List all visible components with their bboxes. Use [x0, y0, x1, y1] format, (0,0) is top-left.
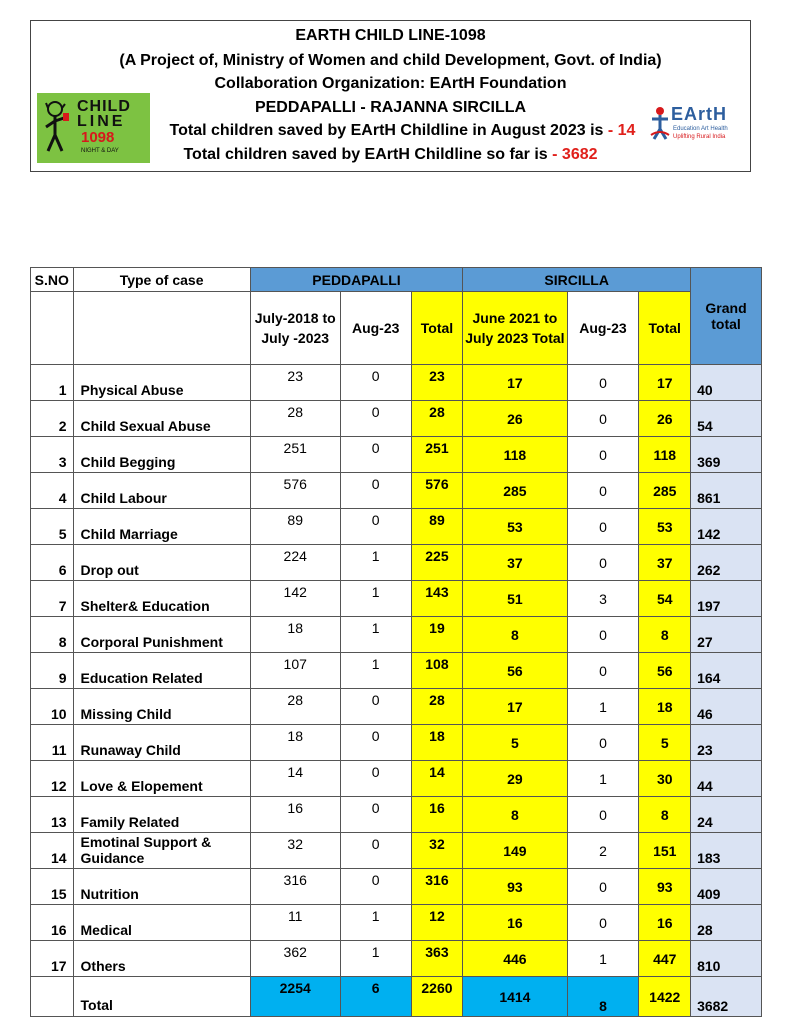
row-type: Love & Elopement: [73, 761, 250, 797]
row-s-period: 29: [463, 761, 567, 797]
row-s-period: 17: [463, 365, 567, 401]
header-peddapalli: PEDDAPALLI: [250, 268, 463, 292]
row-sno: 12: [31, 761, 74, 797]
total-s-total: 1422: [639, 977, 691, 1017]
row-type: Family Related: [73, 797, 250, 833]
row-grand: 197: [691, 581, 762, 617]
monthly-saved-text: Total children saved by EArtH Childline in August 2023 is: [169, 122, 608, 139]
row-p-aug: 0: [340, 401, 411, 437]
row-s-total: 16: [639, 905, 691, 941]
row-p-aug: 1: [340, 941, 411, 977]
row-sno: 4: [31, 473, 74, 509]
row-s-total: 30: [639, 761, 691, 797]
row-p-total: 16: [411, 797, 463, 833]
row-type: Education Related: [73, 653, 250, 689]
row-p-total: 225: [411, 545, 463, 581]
row-s-total: 118: [639, 437, 691, 473]
child-figure-icon: [43, 99, 71, 155]
row-type: Nutrition: [73, 869, 250, 905]
row-s-total: 151: [639, 833, 691, 869]
row-s-period: 16: [463, 905, 567, 941]
table-row: [31, 905, 762, 941]
monthly-saved-value: - 14: [607, 122, 636, 139]
row-p-period: 14: [250, 761, 340, 797]
row-p-total: 89: [411, 509, 463, 545]
row-s-period: 56: [463, 653, 567, 689]
table-row: [31, 653, 762, 689]
row-s-aug: 0: [567, 725, 639, 761]
report-header: [30, 20, 751, 172]
row-s-aug: 0: [567, 545, 639, 581]
row-type: Corporal Punishment: [73, 617, 250, 653]
row-grand: 262: [691, 545, 762, 581]
row-p-period: 23: [250, 365, 340, 401]
row-p-total: 12: [411, 905, 463, 941]
row-sno: 6: [31, 545, 74, 581]
row-p-aug: 0: [340, 797, 411, 833]
table-row: [31, 509, 762, 545]
total-grand: 3682: [691, 977, 762, 1017]
project-subtitle: (A Project of, Ministry of Women and child Development, Govt. of India): [119, 52, 662, 69]
table-row: [31, 725, 762, 761]
row-p-period: 107: [250, 653, 340, 689]
row-p-total: 108: [411, 653, 463, 689]
row-p-aug: 1: [340, 653, 411, 689]
row-sno: 14: [31, 833, 74, 869]
total-sno-blank: [31, 977, 74, 1017]
row-p-aug: 1: [340, 581, 411, 617]
table-row: [31, 869, 762, 905]
row-sno: 7: [31, 581, 74, 617]
row-p-period: 18: [250, 725, 340, 761]
row-s-period: 93: [463, 869, 567, 905]
childline-word-child: CHILD: [77, 98, 131, 115]
header-type-blank: [73, 292, 250, 365]
row-type: Shelter& Education: [73, 581, 250, 617]
table-row: [31, 689, 762, 725]
row-s-aug: 0: [567, 509, 639, 545]
row-s-period: 8: [463, 797, 567, 833]
row-p-total: 18: [411, 725, 463, 761]
row-p-total: 19: [411, 617, 463, 653]
row-sno: 2: [31, 401, 74, 437]
row-p-period: 316: [250, 869, 340, 905]
table-row: [31, 401, 762, 437]
row-s-total: 8: [639, 617, 691, 653]
row-grand: 23: [691, 725, 762, 761]
row-type: Physical Abuse: [73, 365, 250, 401]
row-p-aug: 0: [340, 833, 411, 869]
row-s-period: 118: [463, 437, 567, 473]
row-s-total: 5: [639, 725, 691, 761]
total-p-period: 2254: [250, 977, 340, 1017]
earth-logo: [647, 101, 747, 151]
table-row: [31, 437, 762, 473]
row-sno: 8: [31, 617, 74, 653]
row-s-aug: 0: [567, 617, 639, 653]
table-row: [31, 797, 762, 833]
row-s-period: 26: [463, 401, 567, 437]
row-p-aug: 1: [340, 617, 411, 653]
row-grand: 183: [691, 833, 762, 869]
header-sno: S.NO: [31, 268, 74, 292]
table-row: [31, 365, 762, 401]
row-s-period: 149: [463, 833, 567, 869]
table-row: [31, 545, 762, 581]
header-s-period: June 2021 to July 2023 Total: [463, 292, 567, 365]
row-sno: 3: [31, 437, 74, 473]
row-p-period: 142: [250, 581, 340, 617]
row-grand: 27: [691, 617, 762, 653]
row-s-period: 5: [463, 725, 567, 761]
row-s-period: 285: [463, 473, 567, 509]
row-p-period: 251: [250, 437, 340, 473]
row-p-period: 28: [250, 689, 340, 725]
row-p-period: 16: [250, 797, 340, 833]
total-s-aug: 8: [567, 977, 639, 1017]
row-s-aug: 0: [567, 905, 639, 941]
row-grand: 24: [691, 797, 762, 833]
row-type: Child Marriage: [73, 509, 250, 545]
row-s-aug: 0: [567, 653, 639, 689]
row-p-total: 363: [411, 941, 463, 977]
row-p-total: 251: [411, 437, 463, 473]
row-sno: 9: [31, 653, 74, 689]
row-s-total: 447: [639, 941, 691, 977]
row-s-aug: 0: [567, 437, 639, 473]
row-s-total: 56: [639, 653, 691, 689]
row-p-aug: 1: [340, 545, 411, 581]
childline-logo: [37, 93, 150, 163]
row-s-aug: 0: [567, 473, 639, 509]
row-s-aug: 0: [567, 869, 639, 905]
row-p-total: 14: [411, 761, 463, 797]
row-s-period: 446: [463, 941, 567, 977]
row-grand: 54: [691, 401, 762, 437]
earth-logo-sub2: Uplifting Rural India: [673, 134, 726, 140]
row-grand: 861: [691, 473, 762, 509]
org-title: EARTH CHILD LINE-1098: [295, 27, 486, 44]
row-p-aug: 0: [340, 365, 411, 401]
row-sno: 10: [31, 689, 74, 725]
row-s-period: 17: [463, 689, 567, 725]
row-s-aug: 0: [567, 401, 639, 437]
row-s-aug: 1: [567, 761, 639, 797]
header-s-aug: Aug-23: [567, 292, 639, 365]
cases-table: [30, 267, 762, 1017]
row-grand: 40: [691, 365, 762, 401]
row-p-period: 576: [250, 473, 340, 509]
header-sircilla: SIRCILLA: [463, 268, 691, 292]
cases-table-body: [31, 365, 762, 977]
row-sno: 17: [31, 941, 74, 977]
childline-word-line: LINE: [77, 113, 126, 130]
table-row: [31, 581, 762, 617]
row-p-aug: 0: [340, 869, 411, 905]
row-p-aug: 0: [340, 689, 411, 725]
row-p-period: 18: [250, 617, 340, 653]
row-p-total: 28: [411, 689, 463, 725]
childline-tagline: NIGHT & DAY: [81, 148, 119, 154]
row-s-period: 37: [463, 545, 567, 581]
row-type: Drop out: [73, 545, 250, 581]
header-s-total: Total: [639, 292, 691, 365]
row-p-total: 32: [411, 833, 463, 869]
district-line: PEDDAPALLI - RAJANNA SIRCILLA: [254, 99, 527, 116]
row-s-aug: 0: [567, 797, 639, 833]
row-p-total: 576: [411, 473, 463, 509]
table-row: [31, 473, 762, 509]
row-grand: 164: [691, 653, 762, 689]
row-s-total: 53: [639, 509, 691, 545]
row-type: Child Labour: [73, 473, 250, 509]
row-s-total: 8: [639, 797, 691, 833]
row-p-aug: 0: [340, 437, 411, 473]
row-sno: 5: [31, 509, 74, 545]
row-p-aug: 0: [340, 509, 411, 545]
row-sno: 1: [31, 365, 74, 401]
row-s-aug: 1: [567, 941, 639, 977]
row-p-total: 316: [411, 869, 463, 905]
row-p-period: 28: [250, 401, 340, 437]
row-s-aug: 2: [567, 833, 639, 869]
row-s-total: 93: [639, 869, 691, 905]
row-p-aug: 0: [340, 725, 411, 761]
table-row: [31, 761, 762, 797]
row-p-total: 23: [411, 365, 463, 401]
row-s-total: 37: [639, 545, 691, 581]
row-p-total: 143: [411, 581, 463, 617]
total-row: [31, 977, 762, 1017]
total-s-period: 1414: [463, 977, 567, 1017]
row-grand: 28: [691, 905, 762, 941]
row-grand: 409: [691, 869, 762, 905]
row-type: Medical: [73, 905, 250, 941]
row-s-period: 51: [463, 581, 567, 617]
row-type: Missing Child: [73, 689, 250, 725]
earth-figure-icon: [649, 105, 671, 141]
table-row: [31, 833, 762, 869]
row-s-total: 17: [639, 365, 691, 401]
row-s-period: 8: [463, 617, 567, 653]
row-p-period: 362: [250, 941, 340, 977]
row-p-aug: 1: [340, 905, 411, 941]
row-grand: 810: [691, 941, 762, 977]
header-p-aug: Aug-23: [340, 292, 411, 365]
table-row: [31, 941, 762, 977]
row-p-aug: 0: [340, 473, 411, 509]
row-s-total: 285: [639, 473, 691, 509]
header-type: Type of case: [73, 268, 250, 292]
total-label: Total: [73, 977, 250, 1017]
row-sno: 16: [31, 905, 74, 941]
total-saved-text: Total children saved by EArtH Childline so far is: [183, 146, 553, 163]
row-s-aug: 1: [567, 689, 639, 725]
earth-logo-sub1: Education Art Health: [673, 126, 728, 132]
earth-logo-name: EArtH: [671, 104, 728, 124]
row-s-aug: 3: [567, 581, 639, 617]
table-row: [31, 617, 762, 653]
collaboration-line: Collaboration Organization: EArtH Foundation: [214, 75, 567, 92]
row-p-period: 89: [250, 509, 340, 545]
row-type: Child Begging: [73, 437, 250, 473]
row-s-period: 53: [463, 509, 567, 545]
row-p-aug: 0: [340, 761, 411, 797]
total-p-total: 2260: [411, 977, 463, 1017]
header-sno-blank: [31, 292, 74, 365]
total-saved-value: - 3682: [552, 146, 598, 163]
row-sno: 11: [31, 725, 74, 761]
row-s-aug: 0: [567, 365, 639, 401]
header-p-total: Total: [411, 292, 463, 365]
row-grand: 142: [691, 509, 762, 545]
row-grand: 46: [691, 689, 762, 725]
row-type: Child Sexual Abuse: [73, 401, 250, 437]
header-grand-total: Grand total: [691, 268, 762, 365]
row-s-total: 18: [639, 689, 691, 725]
row-p-period: 11: [250, 905, 340, 941]
row-type: Others: [73, 941, 250, 977]
header-p-period: July-2018 to July -2023: [250, 292, 340, 365]
row-type: Runaway Child: [73, 725, 250, 761]
row-s-total: 54: [639, 581, 691, 617]
row-p-period: 224: [250, 545, 340, 581]
row-p-period: 32: [250, 833, 340, 869]
row-s-total: 26: [639, 401, 691, 437]
row-p-total: 28: [411, 401, 463, 437]
childline-number: 1098: [81, 129, 115, 146]
row-grand: 369: [691, 437, 762, 473]
row-sno: 13: [31, 797, 74, 833]
total-p-aug: 6: [340, 977, 411, 1017]
row-grand: 44: [691, 761, 762, 797]
row-type: Emotinal Support & Guidance: [73, 833, 250, 869]
row-sno: 15: [31, 869, 74, 905]
